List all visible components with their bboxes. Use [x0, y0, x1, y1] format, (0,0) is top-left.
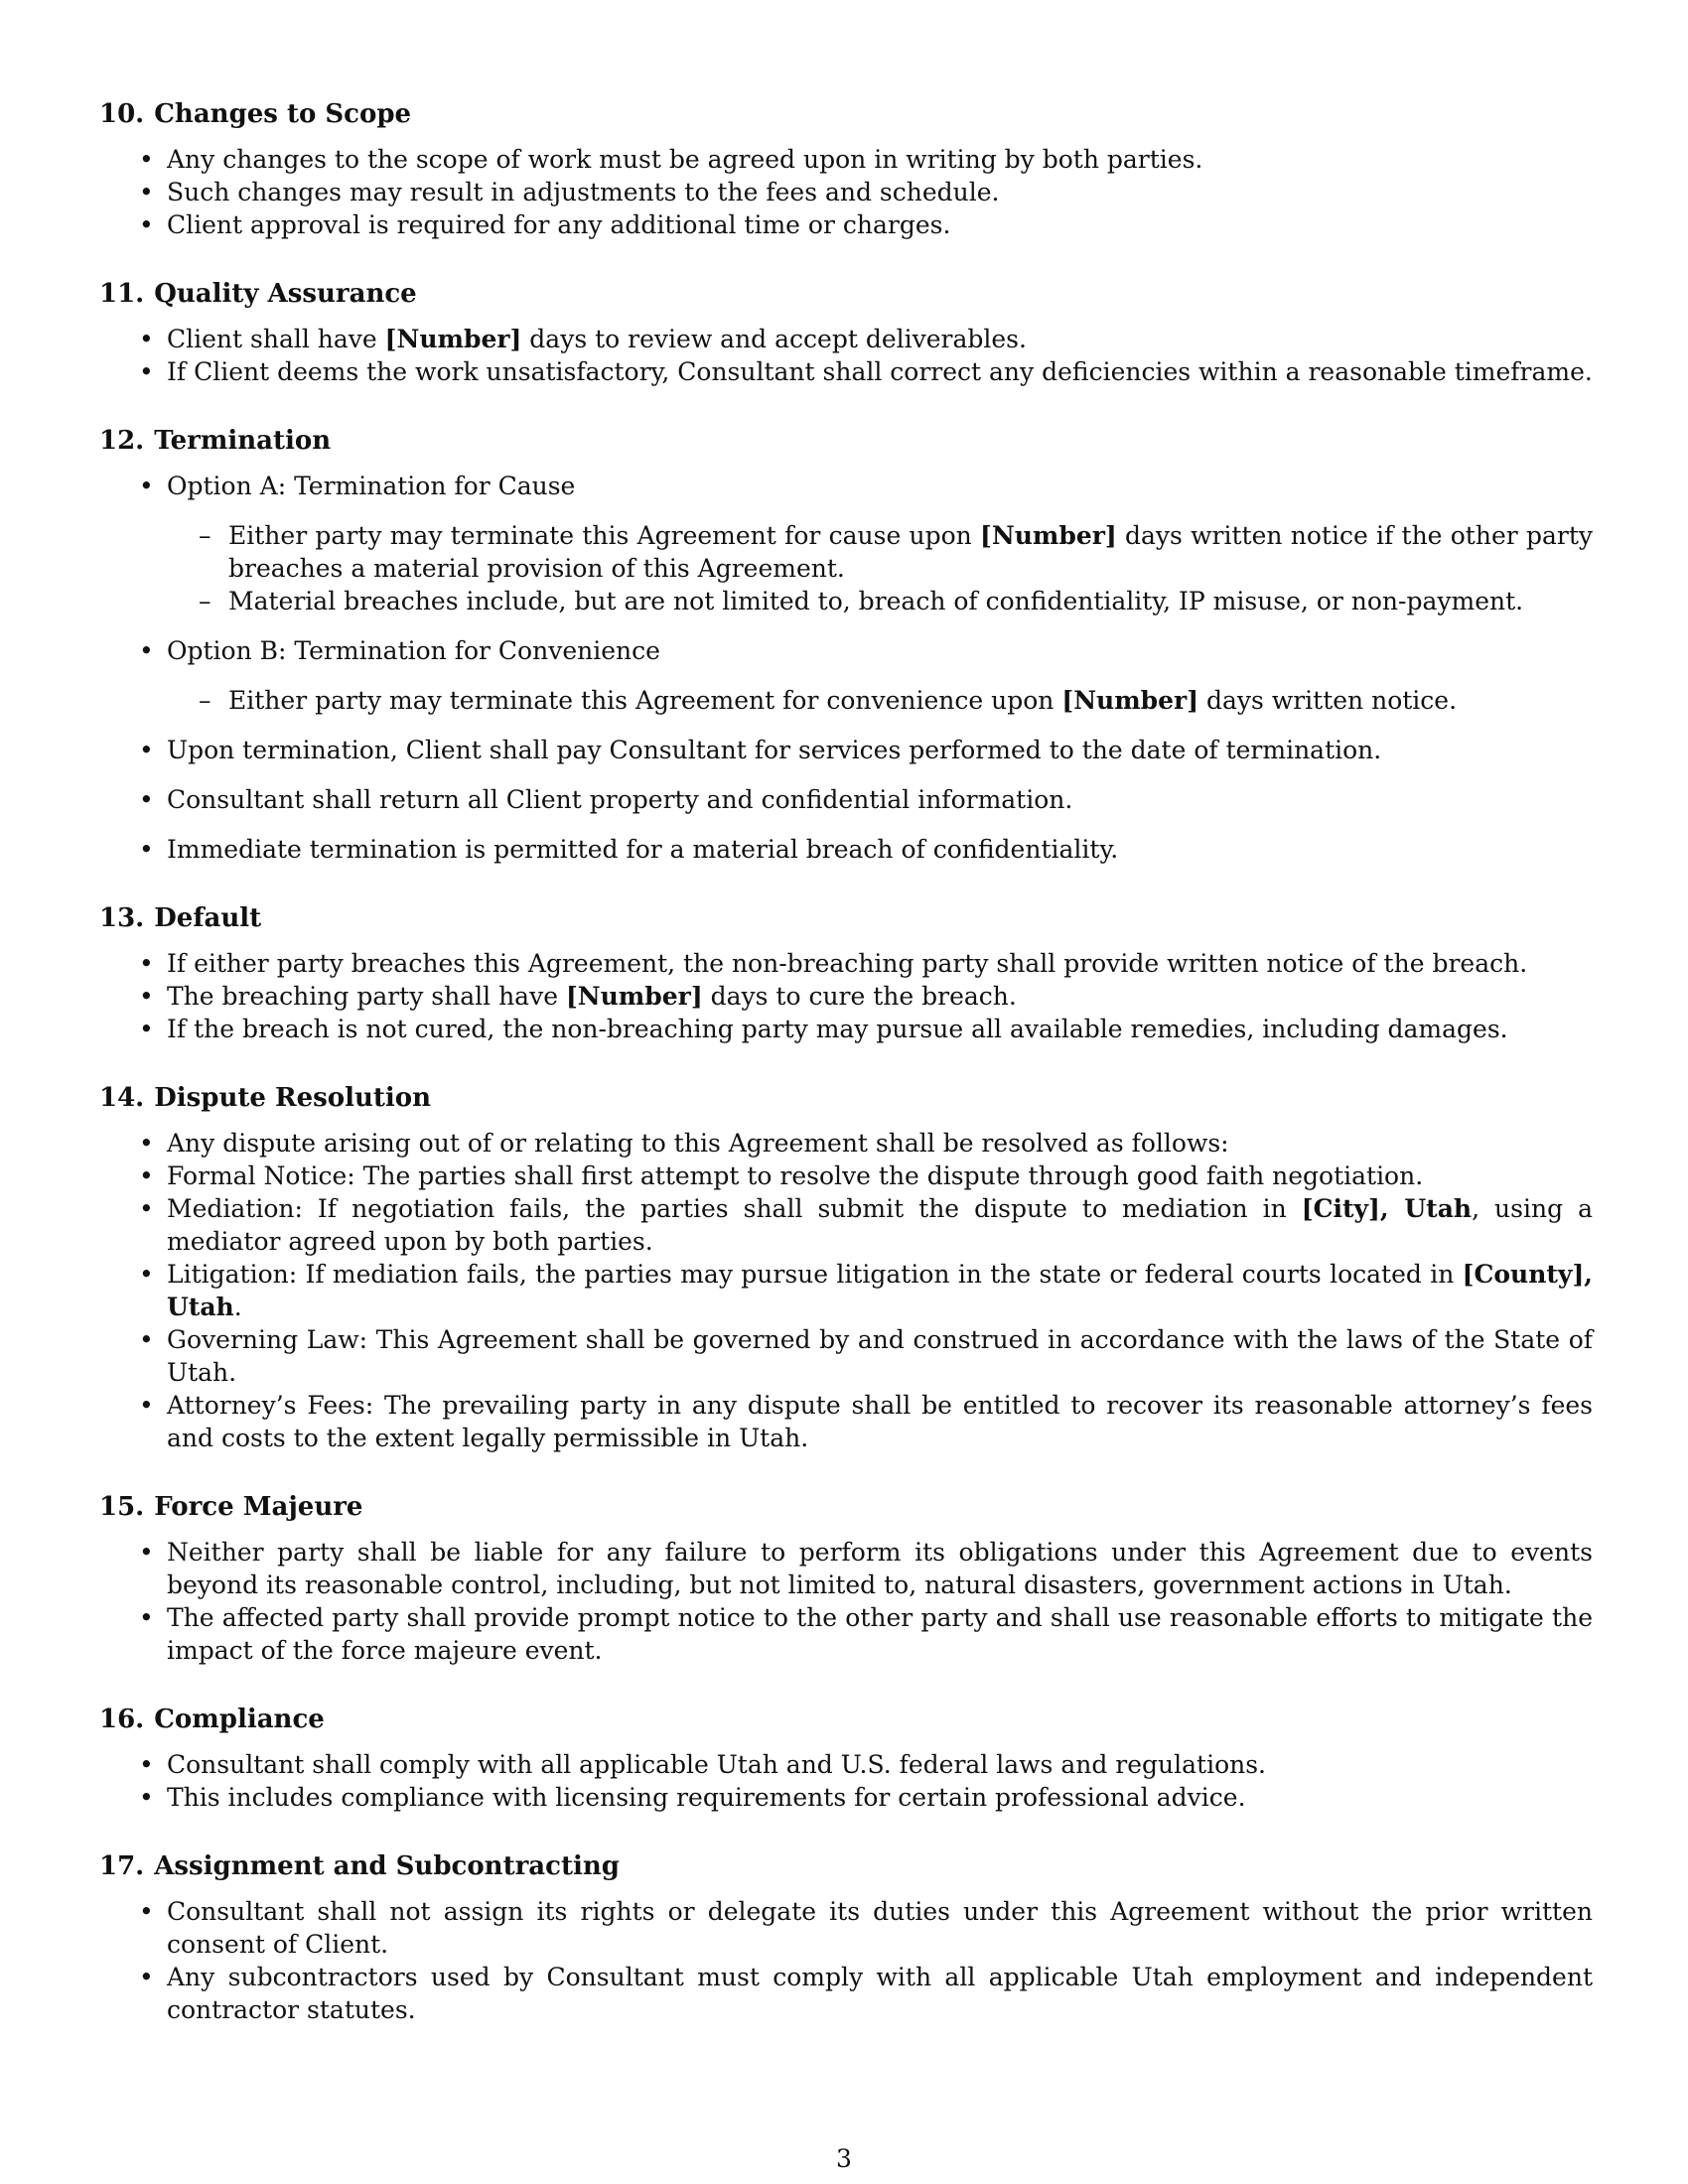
list-item: • Mediation: If negotiation fails, the parties shall submit the dispute to mediation in [City], Utah, using a mediator agreed upon by both parties. — [139, 1194, 1593, 1256]
list-item: • If the breach is not cured, the non-breaching party may pursue all available remedies, including damages. — [139, 1015, 1508, 1043]
sub-list-item: – Either party may terminate this Agreement for cause upon [Number] days written notice if the other party breaches a material provision of this Agreement. — [199, 521, 1593, 583]
list-item: • If Client deems the work unsatisfactory, Consultant shall correct any deficiencies within a reasonable timeframe. — [139, 357, 1593, 386]
list-item: • Such changes may result in adjustments to the fees and schedule. — [139, 178, 1000, 206]
section-quality-assurance — [99, 277, 1593, 388]
list-item: • Formal Notice: The parties shall first attempt to resolve the dispute through good faith negotiation. — [139, 1161, 1424, 1190]
sub-list-item: – Either party may terminate this Agreement for convenience upon [Number] days written notice. — [199, 686, 1458, 715]
section-assignment-subcontracting — [99, 1849, 1593, 2026]
list-item: • Litigation: If mediation fails, the parties may pursue litigation in the state or federal courts located in [County], Utah. — [139, 1260, 1593, 1321]
list-item: • Consultant shall comply with all applicable Utah and U.S. federal laws and regulations. — [139, 1750, 1267, 1779]
list-item: • Consultant shall return all Client property and confidential information. — [139, 785, 1073, 814]
list-item-option-a: • Option A: Termination for Cause – Either party may terminate this Agreement for cause upon [Number] days written notice if the other party breaches a material provision of this Agreement. – Material breaches include, but are not limited to, breach of confidentiality, IP misuse, or non-payment. — [139, 472, 1593, 615]
list-item: • Client shall have [Number] days to review and accept deliverables. — [139, 325, 1027, 353]
section-termination — [99, 424, 1593, 866]
list-item: • Neither party shall be liable for any failure to perform its obligations under this Agreement due to events beyond its reasonable control, including, but not limited to, natural disasters, government actions in Utah. — [139, 1538, 1593, 1599]
list-item-option-b: • Option B: Termination for Convenience – Either party may terminate this Agreement for convenience upon [Number] days written notice. — [99, 634, 1593, 717]
section-heading: 13. Default — [99, 903, 262, 933]
list-item: • Immediate termination is permitted for a material breach of confidentiality. — [139, 835, 1119, 864]
list-item: • Consultant shall not assign its rights or delegate its duties under this Agreement without the prior written consent of Client. — [139, 1897, 1593, 1959]
list-item: • This includes compliance with licensing requirements for certain professional advice. — [139, 1783, 1246, 1812]
section-changes-to-scope — [99, 97, 1593, 241]
list-item: • The breaching party shall have [Number] days to cure the breach. — [139, 982, 1017, 1011]
section-heading: 17. Assignment and Subcontracting — [99, 1851, 620, 1881]
list-item: • Any subcontractors used by Consultant must comply with all applicable Utah employment and independent contractor statutes. — [139, 1963, 1593, 2024]
list-item: • Any dispute arising out of or relating to this Agreement shall be resolved as follows: — [139, 1129, 1229, 1158]
list-item: • Client approval is required for any additional time or charges. — [139, 210, 951, 239]
section-heading: 11. Quality Assurance — [99, 279, 417, 309]
list-item: • If either party breaches this Agreement, the non-breaching party shall provide written notice of the breach. — [139, 949, 1528, 978]
list-item: • Governing Law: This Agreement shall be governed by and construed in accordance with the laws of the State of Utah. — [139, 1325, 1593, 1387]
section-default — [99, 901, 1593, 1045]
section-heading: 14. Dispute Resolution — [99, 1083, 432, 1113]
section-dispute-resolution — [99, 1081, 1593, 1454]
section-heading: 16. Compliance — [99, 1705, 325, 1734]
list-item: • Upon termination, Client shall pay Consultant for services performed to the date of termination. — [139, 736, 1382, 764]
section-compliance — [99, 1703, 1593, 1814]
section-heading: 10. Changes to Scope — [99, 99, 412, 129]
section-heading: 15. Force Majeure — [99, 1492, 363, 1522]
list-item: • The affected party shall provide prompt notice to the other party and shall use reasonable efforts to mitigate the impact of the force majeure event. — [139, 1603, 1593, 1665]
list-item: • Attorney’s Fees: The prevailing party in any dispute shall be entitled to recover its reasonable attorney’s fees and costs to the extent legally permissible in Utah. — [139, 1391, 1593, 1452]
sub-list-item: – Material breaches include, but are not limited to, breach of confidentiality, IP misuse, or non-payment. — [199, 587, 1524, 615]
section-heading: 12. Termination — [99, 426, 332, 456]
list-item: • Any changes to the scope of work must be agreed upon in writing by both parties. — [139, 145, 1203, 174]
page-number: 3 — [836, 2144, 852, 2173]
section-force-majeure — [99, 1490, 1593, 1667]
